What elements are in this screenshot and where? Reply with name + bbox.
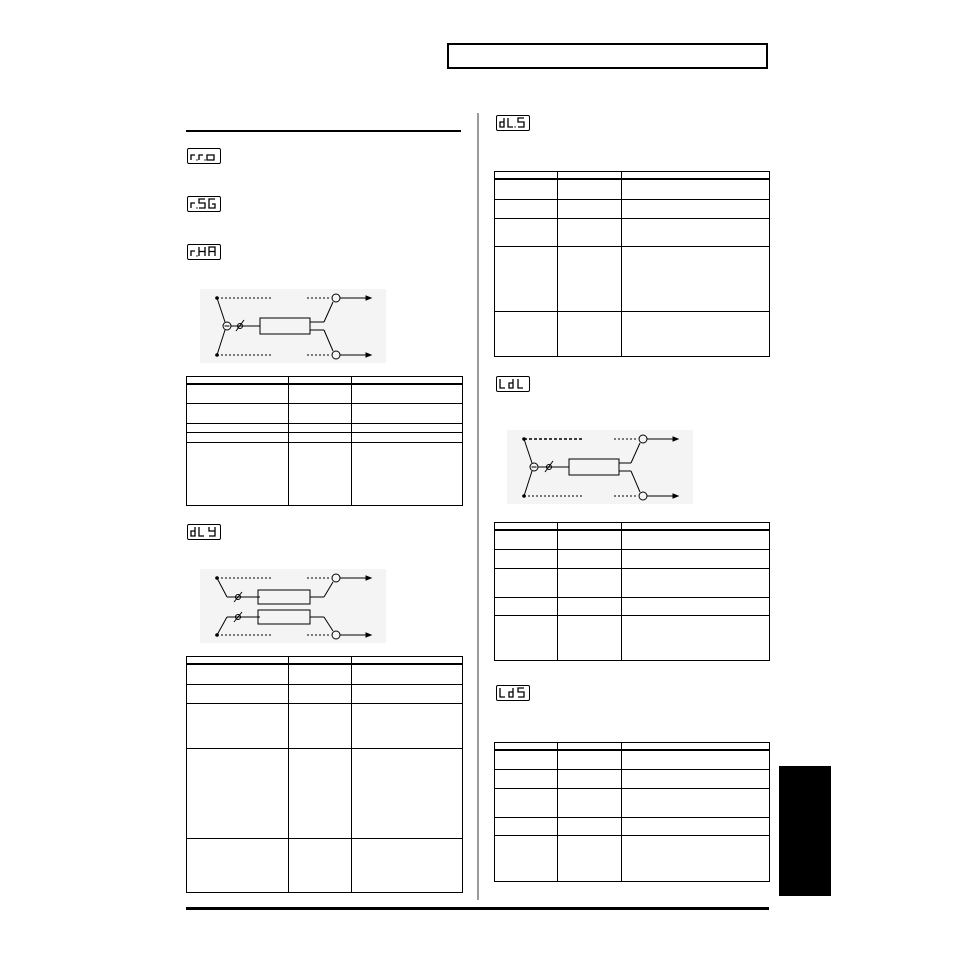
lcd-code-rsg-icon [187, 196, 221, 212]
lcd-code-rro-icon [187, 148, 221, 164]
param-table-rha [186, 376, 463, 506]
param-table-lds [494, 742, 770, 882]
chapter-side-tab [779, 766, 831, 896]
column-divider [477, 113, 479, 900]
block-diagram-ldl [507, 430, 693, 504]
section-top-rule [186, 130, 461, 132]
param-table-dly [186, 656, 463, 893]
page-bottom-rule [186, 907, 769, 910]
lcd-code-dly-icon [187, 524, 221, 540]
lcd-code-dls-icon [496, 115, 530, 131]
header-title-box [447, 43, 768, 69]
lcd-code-lds-icon [496, 685, 530, 701]
lcd-code-rha-icon [187, 244, 221, 260]
lcd-code-ldl-icon [496, 376, 530, 392]
block-diagram-dly [200, 569, 386, 643]
block-diagram-rha [200, 289, 386, 363]
param-table-dls [494, 171, 770, 357]
param-table-ldl [494, 522, 770, 661]
